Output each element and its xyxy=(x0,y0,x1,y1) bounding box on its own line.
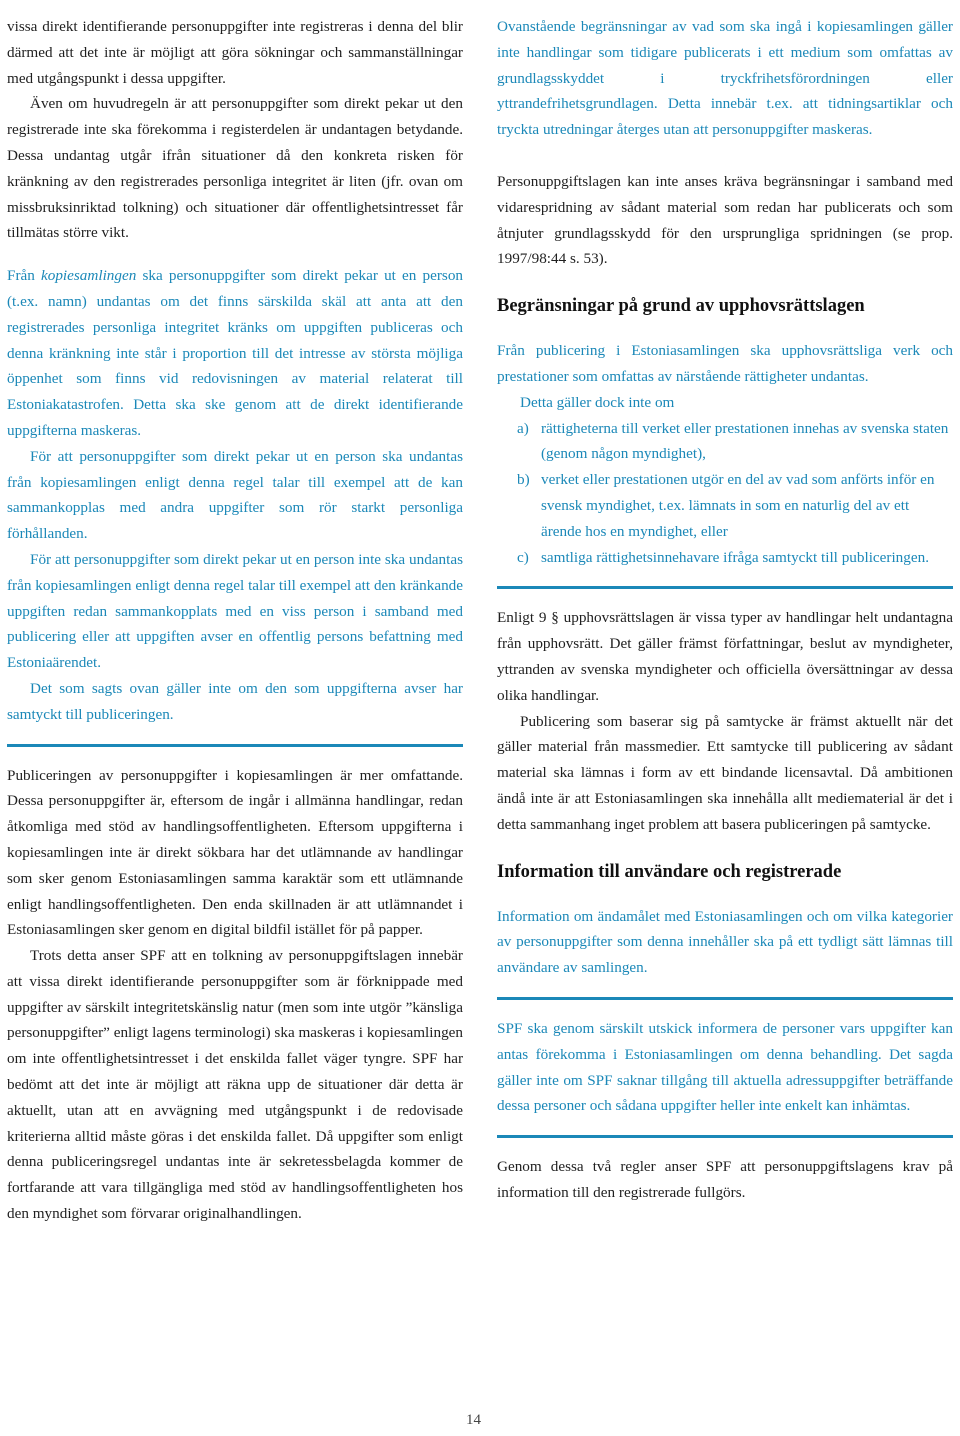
rule-paragraph: SPF ska genom särskilt utskick informera de personer vars uppgifter kan antas förekomma i Estoniasamlingen om denna behandling. Det sagda gäller inte om SPF saknar tillgång till aktuella adressuppgifter beträffande dessa personer och sådana uppgifter heller inte enkelt kan inhämtas. xyxy=(497,1019,953,1115)
paragraph: Genom dessa två regler anser SPF att personuppgiftslagens krav på information till den registrerade fullgörs. xyxy=(497,1158,953,1201)
list-text: rättigheterna till verket eller prestationen innehas av svenska staten (genom någon myndighet), xyxy=(541,419,949,463)
list-item xyxy=(497,416,953,468)
list-item xyxy=(497,467,953,544)
list-text: verket eller prestationen utgör en del av vad som anförts inför en svensk myndighet, t.ex. lämnats in som en naturlig del av ett ärende hos en myndighet, eller xyxy=(541,471,935,540)
rule-paragraph xyxy=(7,263,463,444)
list-text: samtliga rättighetsinnehavare ifråga samtyckt till publiceringen. xyxy=(541,548,929,566)
paragraph: Publiceringen av personuppgifter i kopiesamlingen är mer omfattande. Dessa personuppgifter är, eftersom de ingår i allmänna handlingar, redan åtkomliga med stöd av handlingsoffentligheten. Eftersom uppgifterna i kopiesamlingen inte är direkt sökbara har det utlämnande av handlingar som sker genom Estoniasamlingen samma karaktär som ett utlämnande enligt handlingsoffentligheten. Den enda skillnaden är att utlämnandet i Estoniasamlingen sker genom en digital bildfil istället för på papper. xyxy=(7,766,463,939)
rule-paragraph: Det som sagts ovan gäller inte om den som uppgifterna avser har samtyckt till publiceringen. xyxy=(7,679,463,723)
paragraph: Personuppgiftslagen kan inte anses kräva begränsningar i samband med vidarespridning av sådant material som redan har publicerats och som åtnjuter grundlagsskydd för den ursprungliga spridningen (se prop. 1997/98:44 s. 53). xyxy=(497,172,953,268)
rule-paragraph: Information om ändamålet med Estoniasamlingen och om vilka kategorier av personuppgifter som denna innehåller ska på ett tydligt sätt lämnas till användare av samlingen. xyxy=(497,907,953,977)
paragraph: Även om huvudregeln är att personuppgifter som direkt pekar ut den registrerade inte ska förekomma i registerdelen är undantagen betydande. Dessa undantag utgår ifrån situationer då den konkreta risken för kränkning av den registrerades personliga integritet är liten (jfr. ovan om missbruksinriktad tolkning) och situationer där offentlighetsintresset får tillmätas större vikt. xyxy=(7,95,463,242)
paragraph: Enligt 9 § upphovsrättslagen är vissa typer av handlingar helt undantagna från upphovsrätt. Det gäller främst författningar, beslut av myndigheter, yttranden av svenska myndigheter och officiella översättningar av dessa olika handlingar. xyxy=(497,609,953,704)
list-item xyxy=(497,545,953,571)
rule-paragraph: För att personuppgifter som direkt pekar ut en person inte ska undantas från kopiesamlingen enligt denna regel talar till exempel att den kränkande uppgiften redan sammankopplats med en viss person i samband med publicering eller att uppgiften avser en offentlig persons befattning med Estoniaärendet. xyxy=(7,550,463,672)
list-label: a) xyxy=(517,419,529,437)
rule-paragraph: Från publicering i Estoniasamlingen ska upphovsrättsliga verk och prestationer som omfattas av närstående rättigheter undantas. xyxy=(497,342,953,385)
rule-text: Från xyxy=(7,267,41,285)
right-column xyxy=(497,14,953,1206)
rule-paragraph: För att personuppgifter som direkt pekar ut en person ska undantas från kopiesamlingen enligt denna regel talar till exempel att de kan sammankopplas med andra uppgifter som rör starkt personliga förhållanden. xyxy=(7,447,463,543)
rule-emphasis: kopiesamlingen xyxy=(41,267,137,285)
section-heading: Information till användare och registrerade xyxy=(497,861,842,882)
list-label: c) xyxy=(517,548,529,566)
rule-paragraph: Detta gäller dock inte om xyxy=(520,393,675,411)
left-column xyxy=(7,14,463,1227)
rule-paragraph: Ovanstående begränsningar av vad som ska ingå i kopiesamlingen gäller inte handlingar som tidigare publicerats i ett medium som omfattas av grundlagsskyddet i tryckfrihetsförordningen eller yttrandefrihetsgrundlagen. Detta innebär t.ex. att tidningsartiklar och tryckta utredningar återges utan att personuppgifter maskeras. xyxy=(497,18,953,139)
rule-text: ska personuppgifter som direkt pekar ut en person (t.ex. namn) undantas om det finns särskilda skäl att anta att den registrerades personliga integritet kränks om uppgiften publiceras och denna kränkning inte står i proportion till det intresse av största möjliga öppenhet som finns vid redovisningen av material relaterat till Estoniakatastrofen. Detta ska ske genom att de direkt identifierande uppgifterna maskeras. xyxy=(7,267,464,439)
divider xyxy=(497,586,953,589)
divider xyxy=(497,1135,953,1138)
page-number: 14 xyxy=(466,1412,481,1428)
list-label: b) xyxy=(517,471,530,489)
exception-list xyxy=(497,416,953,571)
paragraph: Trots detta anser SPF att en tolkning av personuppgiftslagen innebär att vissa direkt identifierande personuppgifter som är förknippade med uppgifter av särskilt integritetskänslig natur (men som inte utgör ”känsliga personuppgifter” enligt lagens terminologi) ska maskeras i kopiesamlingen om inte offentlighetsintresset i det enskilda fallet väger tyngre. SPF har bedömt att det inte är möjligt att räkna upp de situationer där detta är aktuellt, utan att en avvägning med utgångspunkt i de redovisade kriterierna alltid måste göras i det enskilda fallet. Då uppgifter som enligt denna publiceringsregel undantas inte är sekretessbelagda kommer de fortfarande att vara tillgängliga med stöd av handlingsoffentligheten hos den myndighet som förvarar originalhandlingen. xyxy=(7,947,463,1223)
divider xyxy=(7,744,463,747)
divider xyxy=(497,997,953,1000)
paragraph: vissa direkt identifierande personuppgifter inte registreras i denna del blir därmed att det inte är möjligt att göra sökningar och sammanställningar med utgångspunkt i dessa uppgifter. xyxy=(7,18,463,87)
section-heading: Begränsningar på grund av upphovsrättslagen xyxy=(497,296,865,317)
paragraph: Publicering som baserar sig på samtycke är främst aktuellt när det gäller material från massmedier. Ett samtycke till publicering av sådant material ska lämnas i form av ett bindande licensavtal. Då ambitionen ändå inte är att Estoniasamlingen ska innehålla allt mediematerial är det i detta sammanhang inget problem att basera publiceringen på samtycke. xyxy=(497,712,953,833)
